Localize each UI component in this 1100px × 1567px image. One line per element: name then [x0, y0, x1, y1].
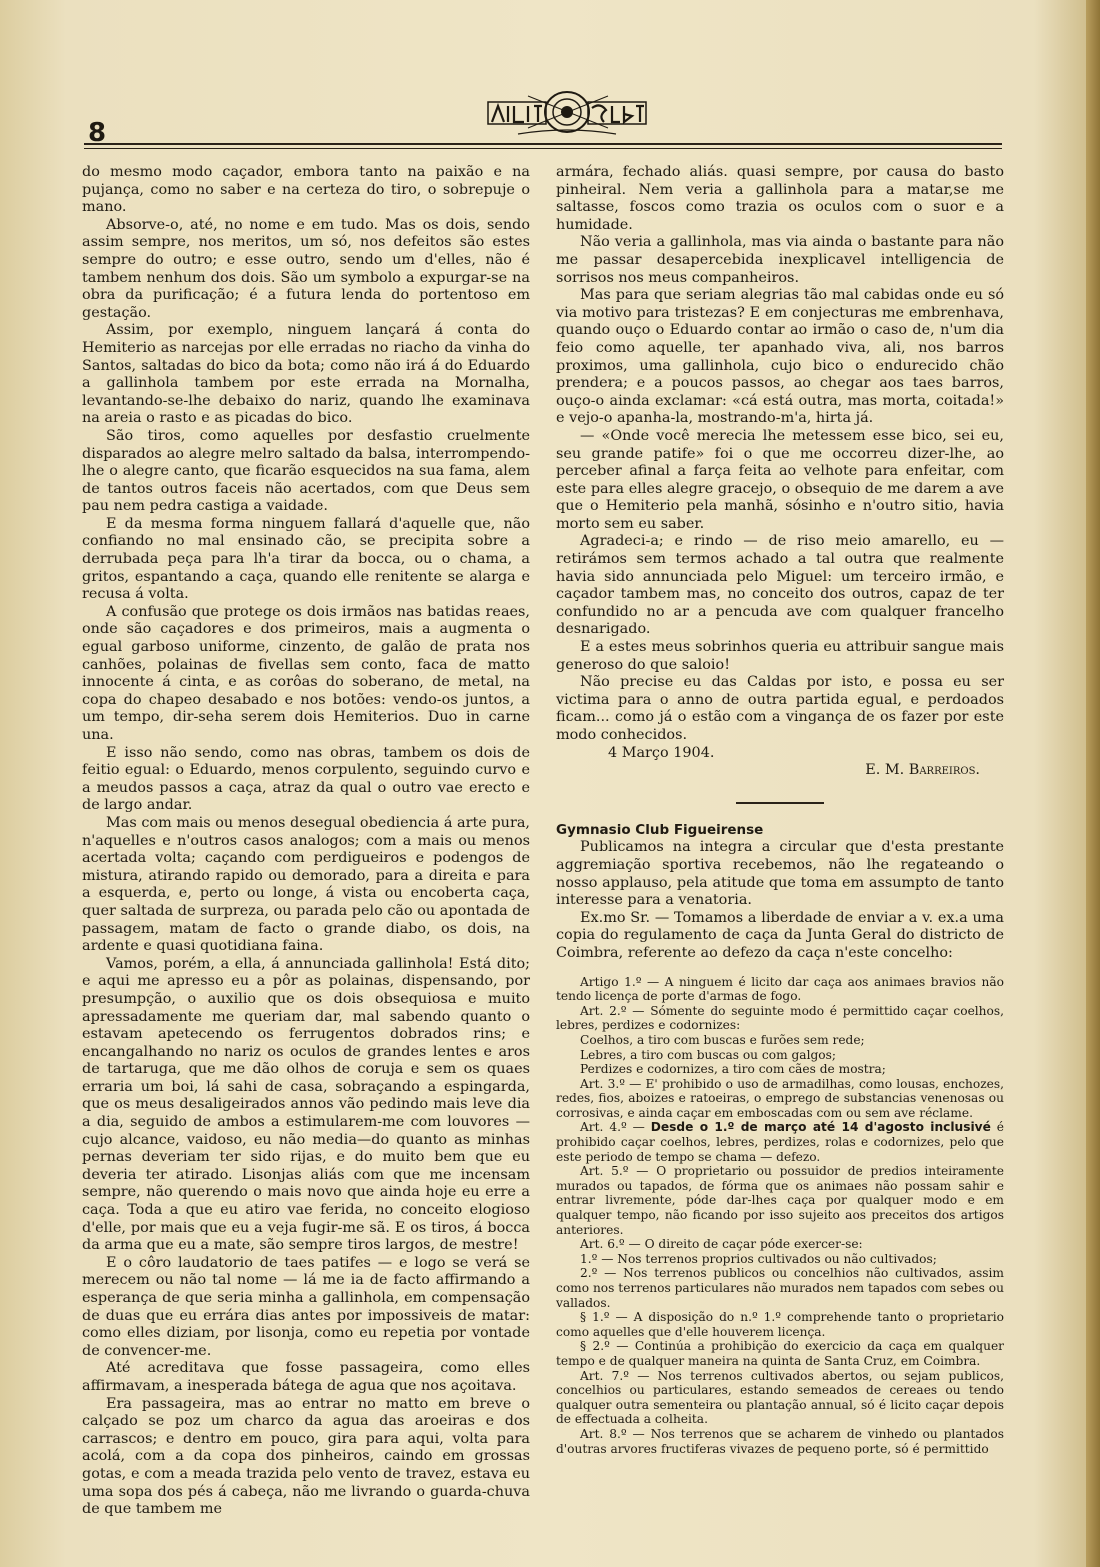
article-emphasis: Desde o 1.º de março até 14 d'agosto inclusivé — [650, 1120, 991, 1135]
paragraph: E a estes meus sobrinhos queria eu attribuir sangue mais generoso do que saloio! — [556, 639, 1004, 673]
paragraph: E da mesma forma ninguem fallará d'aquelle que, não confiando no mal ensinado cão, se precipita sobre a derrubada peça para lh'a tirar da bocca, ou o chama, a gritos, espantando a caça, quando elle renitente se alarga e recusa á volta. — [82, 515, 530, 603]
article: Art. 8.º — Nos terrenos que se acharem de vinhedo ou plantados d'outras arvores fructiferas vivazes de pequeno porte, só é permittido — [556, 1426, 1004, 1456]
page-number: 8 — [88, 118, 107, 148]
article-number: Art. 4.º — — [580, 1120, 651, 1135]
regulation-articles — [556, 975, 1004, 1457]
paragraph: do mesmo modo caçador, embora tanto na paixão e na pujança, como no saber e na certeza do tiro, o sobrepuje o mano. — [82, 164, 530, 216]
paragraph: Publicamos na integra a circular que d'esta prestante aggremiação sportiva recebemos, não lhe regateando o nosso applauso, pela atitude que toma em assumpto de tanto interesse para a venatoria. — [556, 839, 1004, 909]
header-rule — [84, 143, 1002, 145]
paragraph: Ex.mo Sr. — Tomamos a liberdade de enviar a v. ex.a uma copia do regulamento de caça da Junta Geral do districto de Coimbra, referente ao defezo da caça n'este concelho: — [556, 909, 1004, 961]
paragraph: Mas com mais ou menos desegual obediencia á arte pura, n'aquelles e n'outros casos analogos; com a mais ou menos acertada volta; caçando com perdigueiros e podengos de mistura, atirando rapido ou demorado, para a direita e para a esquerda, e, perto ou longe, á vista ou encoberta caça, quer saltada de surpreza, ou parada pelo cão ou apontada de passagem, matam de facto o grande diabo, os dois, na ardente e quasi quotidiana faina. — [82, 814, 530, 955]
paragraph: São tiros, como aquelles por desfastio cruelmente disparados ao alegre melro saltado da balsa, interrompendo-lhe o alegre canto, que ficarão esquecidos na sua fama, alem de tantos outros faceis não acertados, com que Deus sem pau nem pedra castiga a vaidade. — [82, 427, 530, 515]
paragraph: Não veria a gallinhola, mas via ainda o bastante para não me passar desapercebida inexplicavel intelligencia de sorrisos nos meus companheiros. — [556, 234, 1004, 286]
paragraph: Absorve-o, até, no nome e em tudo. Mas os dois, sendo assim sempre, nos meritos, um só, nos defeitos são estes sempre do outro; e esse outro, sendo um d'elles, não é tambem nenhum dos dois. São um symbolo a expurgar-se na obra da purificação; é a futura lenda do portentoso em gestação. — [82, 216, 530, 321]
paragraph: Era passageira, mas ao entrar no matto em breve o calçado se poz um charco da agua das aroeiras e dos carrascos; e dentro em pouco, gira para aqui, volta para acolá, com a da copa dos pinheiros, caindo em grossas gotas, e com a meada trazida pelo vento de travez, estava eu uma sopa dos pés á cabeça, não me livrando o guarda-chuva de que tambem me — [82, 1395, 530, 1518]
article-item: 1.º — Nos terrenos proprios cultivados ou não cultivados; — [580, 1251, 937, 1266]
paragraph: E o côro laudatorio de taes patifes — e logo se verá se merecem ou não tal nome — lá me ia de facto affirmando a esperança de que seria minha a gallinhola, em compensação de duas que eu errára dias antes por impossiveis de matar: como elles diziam, por lisonja, como eu repetia por vontade de convencer-me. — [82, 1254, 530, 1359]
paragraph: Assim, por exemplo, ninguem lançará á conta do Hemiterio as narcejas por elle erradas no riacho da vinha do Santos, saltadas do bico da bota; como não irá á do Eduardo a gallinhola tambem por este errada na Mornalha, levantando-se-lhe debaixo do nariz, quando lhe examinava na areia o rasto e as picadas do bico. — [82, 322, 530, 427]
masthead-logo — [478, 88, 656, 138]
article-item: 2.º — Nos terrenos publicos ou concelhios não cultivados, assim como nos terrenos particulares não murados nem tapados com sebes ou vallados. — [556, 1266, 1004, 1310]
article: Art. 6.º — O direito de caçar póde exercer-se: — [580, 1237, 863, 1252]
article: Artigo 1.º — A ninguem é licito dar caça aos animaes bravios não tendo licença de porte d'armas de fogo. — [556, 974, 1004, 1004]
author-signature: E. M. Barreiros. — [865, 762, 980, 779]
section-separator — [736, 802, 824, 804]
article-item: Coelhos, a tiro com buscas e furões sem rede; — [580, 1032, 865, 1047]
paragraph: armára, fechado aliás. quasi sempre, por causa do basto pinheiral. Nem veria a gallinhola para a matar,se me saltasse, foscos como trazia os oculos com o suor e a humidade. — [556, 164, 1004, 233]
paragraph: E isso não sendo, como nas obras, tambem os dois de feitio egual: o Eduardo, menos corpulento, seguindo curvo e a meudos passos a caça, atraz da qual o outro vae erecto e de largo andar. — [82, 744, 530, 814]
page-edge-shadow — [1086, 0, 1100, 1567]
header-rule-thin — [84, 148, 1002, 149]
paragraph: Vamos, porém, a ella, á annunciada gallinhola! Está dito; e aqui me apresso eu a pôr as polainas, dispensando, por presumpção, o auxilio que os dois obsequiosa e muito apressadamente me queriam dar, mal sabendo quanto o estavam apetecendo os ferrugentos dobrados rins; e encangalhando no nariz os oculos de grandes lentes e aros de tartaruga, que me dão olhos de coruja e sem os quaes erraria um boi, lá sahi de casa, sobraçando a espingarda, que os meus desaligeirados annos vão pedindo mais leve dia a dia, seguido de ambos a estimularem-me com louvores — cujo alcance, vaidoso, eu não media—do quanto as minhas pernas deveriam ter sido rijas, e do muito bem que eu deveria ter atirado. Lisonjas aliás com que me incensam sempre, não querendo o mais novo que ainda hoje eu erre a caça. Toda a que eu atiro vae ferida, no conceito elogioso d'elle, por mais que eu a veja fugir-me sã. E os tiros, á bocca da arma que eu a mate, são sempre tiros largos, de mestre! — [82, 955, 530, 1254]
right-column — [556, 164, 1004, 1456]
article-text: é prohibido caçar coelhos, lebres, perdizes, rolas e codornizes, pelo que este periodo de tempo se chama — defezo. — [556, 1120, 1004, 1164]
article-date: 4 Março 1904. — [608, 744, 715, 761]
paragraph: — «Onde você merecia lhe metessem esse bico, sei eu, seu grande patife» foi o que me occorreu dizer-lhe, ao perceber afinal a farça feita ao velhote para enfeitar, com este para elles alegre gracejo, o obsequio de me darem a ave que o Hemiterio pela manhã, sósinho e n'outro sitio, havia morto sem eu saber. — [556, 427, 1004, 532]
article: Art. 3.º — E' prohibido o uso de armadilhas, como lousas, enchozes, redes, fios, aboizes e ratoeiras, o emprego de substancias venenosas ou corrosivas, e ainda caçar em emboscadas com ou sem ave réclame. — [556, 1076, 1004, 1120]
article-item: Perdizes e codornizes, a tiro com cães de mostra; — [580, 1062, 886, 1077]
article — [556, 1120, 1004, 1164]
paragraph: Não precise eu das Caldas por isto, e possa eu ser victima para o anno de outra partida egual, e perdoados ficam... como já o estão com a vingança de os fazer por este modo conhecidos. — [556, 674, 1004, 743]
paragraph: Mas para que seriam alegrias tão mal cabidas onde eu só via motivo para tristezas? E em conjecturas me embrenhava, quando ouço o Eduardo contar ao irmão o caso de, n'um dia feio como aquelle, ter apanhado viva, ali, nos barros proximos, uma gallinhola, cujo bico o endurecido chão prendera; e a poucos passos, ao chegar aos taes barros, ouço-o ainda exclamar: «cá está outra, mas morta, coitada!» e vejo-o apanha-la, mostrando-m'a, hirta já. — [556, 287, 1004, 427]
article: Art. 2.º — Sómente do seguinte modo é permittido caçar coelhos, lebres, perdizes e codornizes: — [556, 1003, 1004, 1033]
article-item: § 2.º — Continúa a prohibição do exercicio da caça em qualquer tempo e de qualquer maneira na quinta de Santa Cruz, em Coimbra. — [556, 1339, 1004, 1368]
left-column — [82, 164, 530, 1519]
paragraph: Agradeci-a; e rindo — de riso meio amarello, eu — retirámos sem termos achado a tal outra que realmente havia sido annunciada pelo Miguel: um terceiro irmão, e caçador tambem mas, no conceito dos outros, capaz de ter confundido no ar a pencuda ave com qualquer francelho desnarigado. — [556, 533, 1004, 638]
article: Art. 5.º — O proprietario ou possuidor de predios inteiramente murados ou tapados, de fórma que os animaes não possam sahir e entrar livremente, póde dar-lhes caça por qualquer modo e em qualquer tempo, não ficando por isso sujeito aos preceitos dos artigos anteriores. — [556, 1164, 1004, 1237]
paragraph: A confusão que protege os dois irmãos nas batidas reaes, onde são caçadores e dos primeiros, mais a augmenta o egual garboso uniforme, cinzento, de galão de prata nos canhões, polainas de fivellas sem conto, faca de matto innocente á cinta, e as corôas do soberano, de metal, na copa do chapeo desabado e nos botões: vendo-os juntos, a um tempo, dir-seha serem dois Hemiterios. Duo in carne una. — [82, 603, 530, 743]
paragraph: Até acreditava que fosse passageira, como elles affirmavam, a inesperada bátega de agua que nos açoitava. — [82, 1360, 530, 1394]
article-item: § 1.º — A disposição do n.º 1.º comprehende tanto o proprietario como aquelles que d'elle houverem licença. — [556, 1310, 1004, 1339]
section-title: Gymnasio Club Figueirense — [556, 821, 764, 838]
article-item: Lebres, a tiro com buscas ou com galgos; — [580, 1047, 836, 1062]
article: Art. 7.º — Nos terrenos cultivados abertos, ou sejam publicos, concelhios ou particulares, estando semeados de cereaes ou tendo qualquer outra sementeira ou plantação annual, só é licito caçar depois de effectuada a colheita. — [556, 1368, 1004, 1427]
